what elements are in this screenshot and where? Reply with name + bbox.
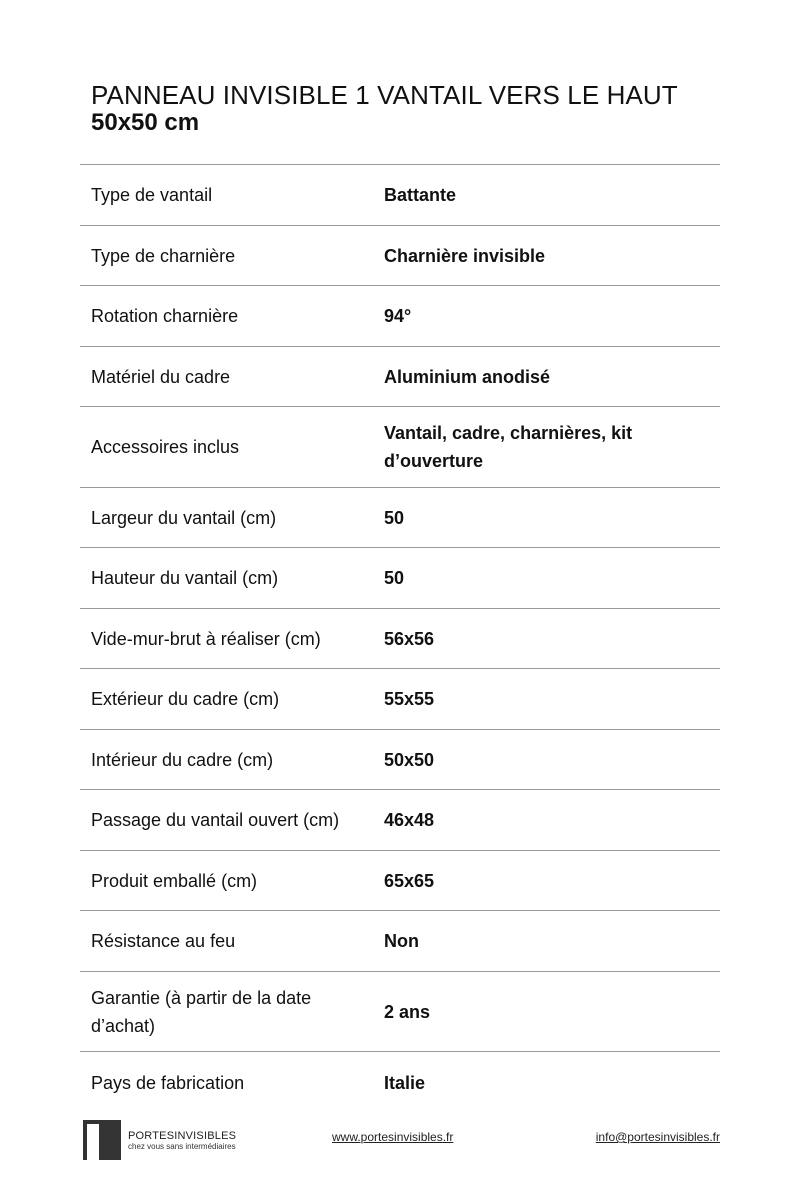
spec-label: Extérieur du cadre (cm) xyxy=(91,689,280,709)
spec-row-rotation xyxy=(80,286,720,347)
spec-value: 56x56 xyxy=(384,628,435,649)
page-subtitle: 50x50 cm xyxy=(91,109,200,136)
email-link[interactable]: info@portesinvisibles.fr xyxy=(595,1130,720,1144)
spec-label: Matériel du cadre xyxy=(91,366,231,387)
spec-label: Rotation charnière xyxy=(91,306,239,326)
spec-value: Non xyxy=(384,931,419,951)
spec-label: Intérieur du cadre (cm) xyxy=(91,749,274,770)
spec-label: Type de vantail xyxy=(91,185,213,205)
spec-label: Garantie (à partir de la date d’achat) xyxy=(91,987,312,1036)
spec-label: Type de charnière xyxy=(91,245,236,266)
brand-logo xyxy=(83,1120,236,1160)
spec-value: 50 xyxy=(384,568,405,588)
spec-table xyxy=(80,164,720,1114)
door-logo-icon xyxy=(83,1120,121,1160)
spec-value: 2 ans xyxy=(384,1001,431,1022)
page-title: PANNEAU INVISIBLE 1 VANTAIL VERS LE HAUT xyxy=(91,80,678,110)
spec-row-materiel xyxy=(80,347,720,407)
spec-row-passage xyxy=(80,790,720,851)
spec-row-emballe xyxy=(80,851,720,911)
spec-value: Charnière invisible xyxy=(384,245,546,266)
spec-value: Vantail, cadre, charnières, kit d’ouverture xyxy=(384,423,633,471)
spec-label: Hauteur du vantail (cm) xyxy=(91,568,279,588)
spec-value: Italie xyxy=(384,1073,426,1093)
spec-row-type-vantail xyxy=(80,165,720,226)
spec-value: Aluminium anodisé xyxy=(384,366,551,387)
brand-name-bold: PORTES xyxy=(128,1130,175,1142)
spec-value: 55x55 xyxy=(384,689,435,709)
spec-row-pays xyxy=(80,1052,720,1114)
spec-label: Passage du vantail ouvert (cm) xyxy=(91,810,340,830)
spec-value: 46x48 xyxy=(384,810,435,830)
spec-value: 50 xyxy=(384,507,405,528)
brand-tagline: chez vous sans intermédiaires xyxy=(128,1142,236,1151)
spec-value: Battante xyxy=(384,185,457,205)
website-link[interactable]: www.portesinvisibles.fr xyxy=(332,1130,454,1144)
spec-row-type-charniere xyxy=(80,226,720,286)
spec-label: Produit emballé (cm) xyxy=(91,870,258,891)
spec-value: 94° xyxy=(384,306,412,326)
spec-row-largeur xyxy=(80,488,720,548)
spec-row-vide-mur xyxy=(80,609,720,669)
brand-name xyxy=(128,1130,236,1142)
spec-label: Accessoires inclus xyxy=(91,437,240,457)
footer xyxy=(80,1118,720,1162)
spec-row-hauteur xyxy=(80,548,720,609)
spec-value: 50x50 xyxy=(384,749,435,770)
spec-row-interieur xyxy=(80,730,720,790)
spec-label: Résistance au feu xyxy=(91,931,236,951)
spec-row-accessoires xyxy=(80,407,720,488)
spec-label: Largeur du vantail (cm) xyxy=(91,507,277,528)
spec-row-exterieur xyxy=(80,669,720,730)
spec-row-garantie xyxy=(80,972,720,1052)
spec-value: 65x65 xyxy=(384,870,435,891)
spec-label: Pays de fabrication xyxy=(91,1073,245,1093)
spec-label: Vide-mur-brut à réaliser (cm) xyxy=(91,628,321,649)
spec-row-feu xyxy=(80,911,720,972)
brand-name-light: INVISIBLES xyxy=(174,1130,237,1142)
